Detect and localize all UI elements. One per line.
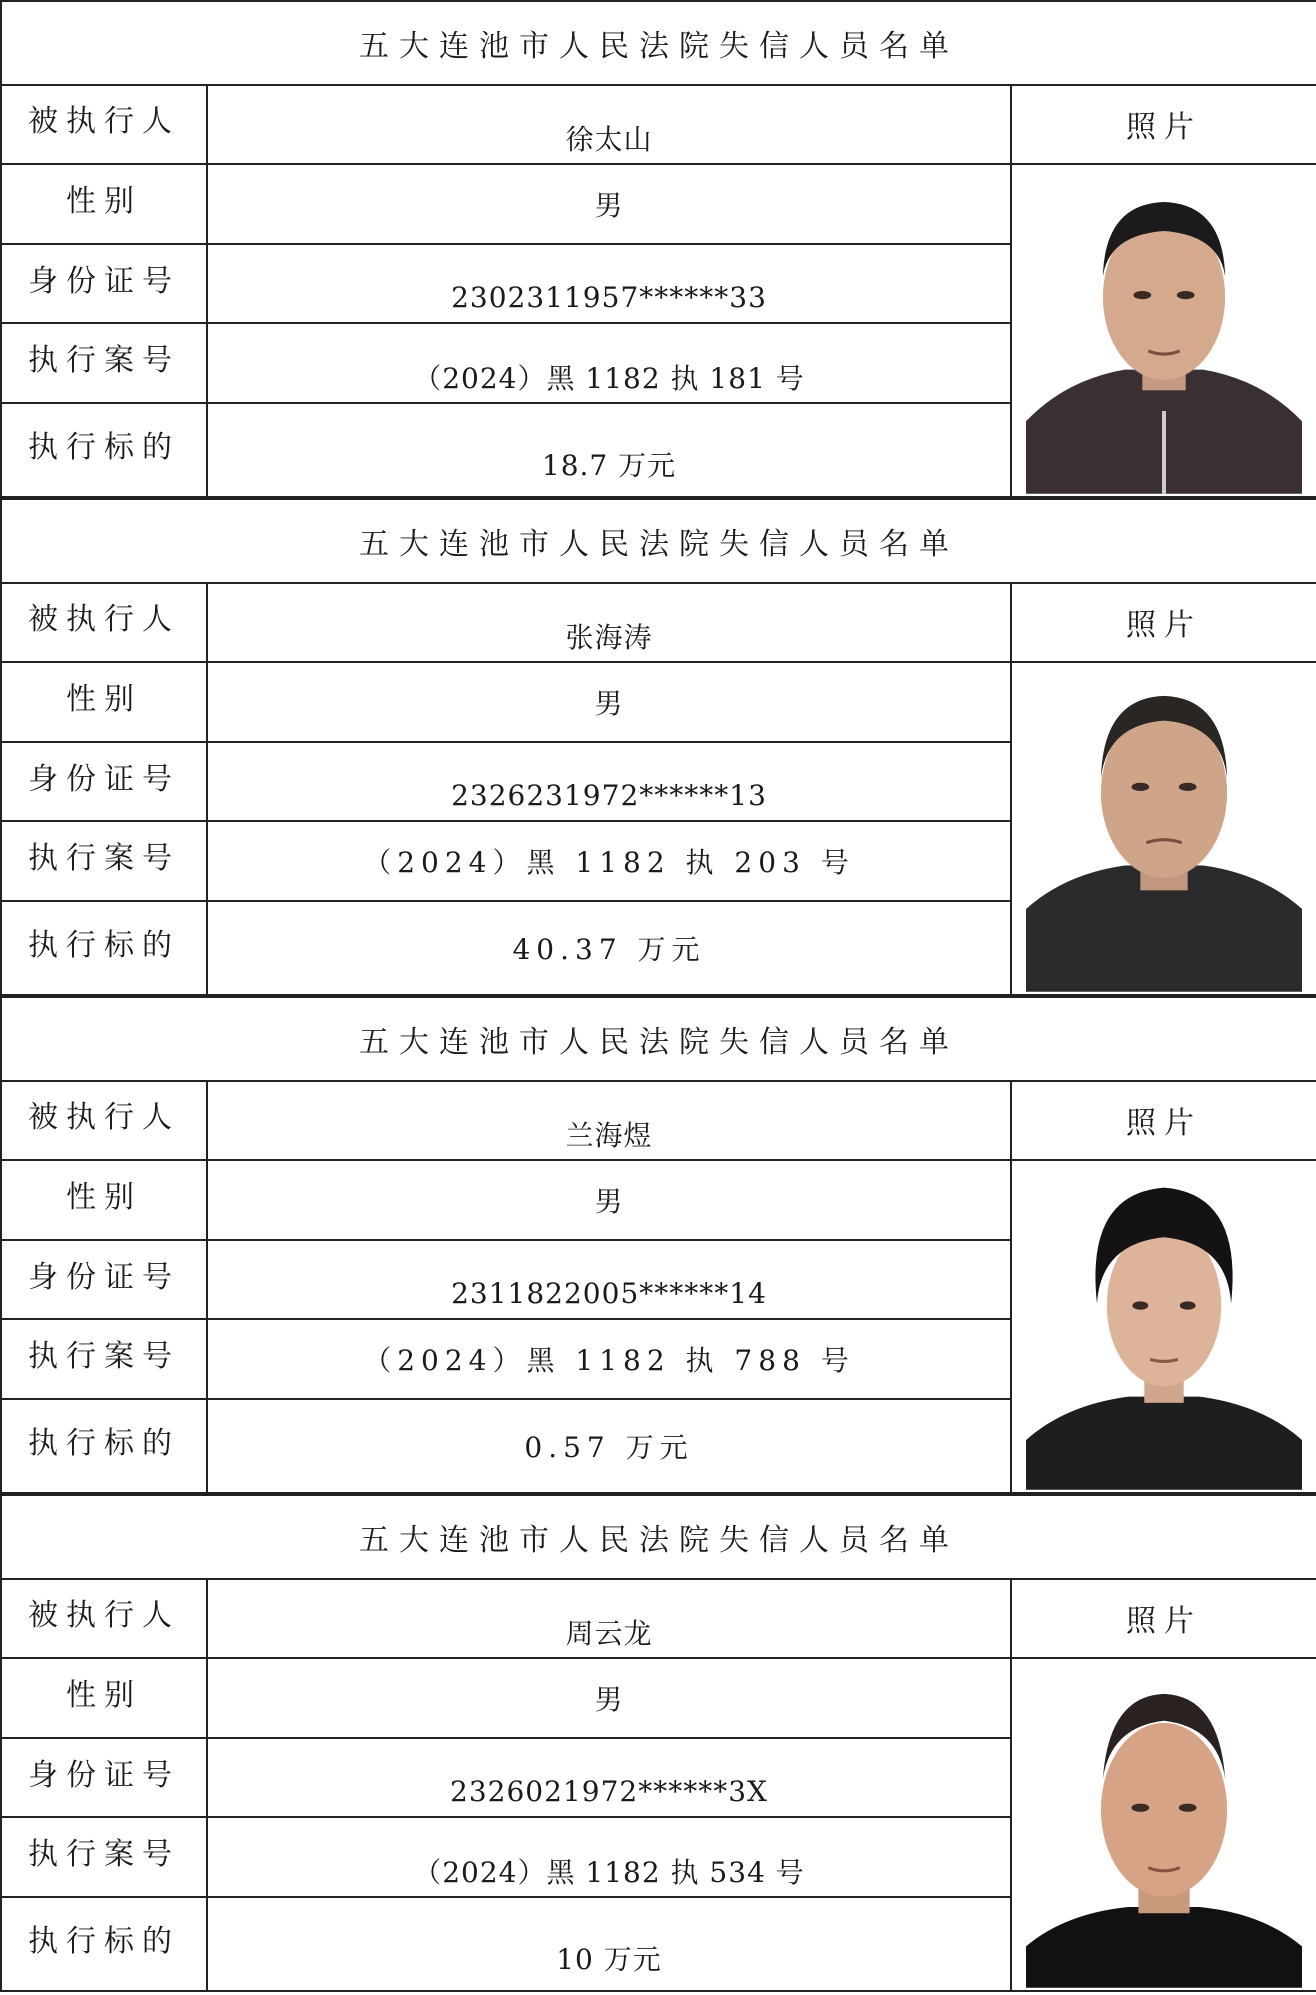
value-case-number: （2024）黑 1182 执 203 号	[207, 821, 1011, 901]
record-table	[0, 1494, 1316, 1992]
person-photo-icon	[1026, 1667, 1302, 1988]
value-id-number: 2326021972******3X	[207, 1738, 1011, 1818]
label-case-number: 执行案号	[1, 821, 207, 901]
person-photo-icon	[1026, 671, 1302, 992]
value-gender: 男	[207, 1658, 1011, 1738]
label-id-number: 身份证号	[1, 1240, 207, 1320]
value-amount: 10 万元	[207, 1897, 1011, 1991]
person-photo-icon	[1026, 173, 1302, 494]
value-gender: 男	[207, 662, 1011, 742]
photo-cell	[1011, 164, 1316, 497]
value-name: 兰海煜	[207, 1081, 1011, 1161]
record-title: 五大连池市人民法院失信人员名单	[1, 499, 1316, 583]
value-case-number: （2024）黑 1182 执 788 号	[207, 1319, 1011, 1399]
label-amount: 执行标的	[1, 403, 207, 497]
value-name: 张海涛	[207, 583, 1011, 663]
label-amount: 执行标的	[1, 901, 207, 995]
value-id-number: 2326231972******13	[207, 742, 1011, 822]
label-case-number: 执行案号	[1, 1319, 207, 1399]
value-case-number: （2024）黑 1182 执 181 号	[207, 323, 1011, 403]
label-name: 被执行人	[1, 583, 207, 663]
photo-cell	[1011, 662, 1316, 995]
record-title: 五大连池市人民法院失信人员名单	[1, 1495, 1316, 1579]
value-id-number: 2302311957******33	[207, 244, 1011, 324]
record-table	[0, 498, 1316, 996]
value-case-number: （2024）黑 1182 执 534 号	[207, 1817, 1011, 1897]
record-table	[0, 0, 1316, 498]
label-id-number: 身份证号	[1, 244, 207, 324]
value-amount: 40.37 万元	[207, 901, 1011, 995]
value-gender: 男	[207, 1160, 1011, 1240]
label-name: 被执行人	[1, 1081, 207, 1161]
label-amount: 执行标的	[1, 1399, 207, 1493]
label-id-number: 身份证号	[1, 1738, 207, 1818]
label-gender: 性别	[1, 662, 207, 742]
label-case-number: 执行案号	[1, 1817, 207, 1897]
value-name: 徐太山	[207, 85, 1011, 165]
person-photo-icon	[1026, 1169, 1302, 1490]
label-gender: 性别	[1, 1658, 207, 1738]
defaulter-record	[0, 498, 1316, 996]
label-id-number: 身份证号	[1, 742, 207, 822]
photo-cell	[1011, 1658, 1316, 1991]
value-amount: 18.7 万元	[207, 403, 1011, 497]
label-case-number: 执行案号	[1, 323, 207, 403]
value-amount: 0.57 万元	[207, 1399, 1011, 1493]
photo-header: 照片	[1011, 1081, 1316, 1161]
photo-header: 照片	[1011, 1579, 1316, 1659]
defaulter-record	[0, 1494, 1316, 1992]
record-title: 五大连池市人民法院失信人员名单	[1, 997, 1316, 1081]
value-id-number: 2311822005******14	[207, 1240, 1011, 1320]
photo-header: 照片	[1011, 583, 1316, 663]
label-name: 被执行人	[1, 85, 207, 165]
label-amount: 执行标的	[1, 1897, 207, 1991]
photo-header: 照片	[1011, 85, 1316, 165]
value-name: 周云龙	[207, 1579, 1011, 1659]
defaulter-record	[0, 0, 1316, 498]
defaulter-record	[0, 996, 1316, 1494]
record-table	[0, 996, 1316, 1494]
photo-cell	[1011, 1160, 1316, 1493]
label-gender: 性别	[1, 1160, 207, 1240]
record-title: 五大连池市人民法院失信人员名单	[1, 1, 1316, 85]
label-gender: 性别	[1, 164, 207, 244]
value-gender: 男	[207, 164, 1011, 244]
label-name: 被执行人	[1, 1579, 207, 1659]
